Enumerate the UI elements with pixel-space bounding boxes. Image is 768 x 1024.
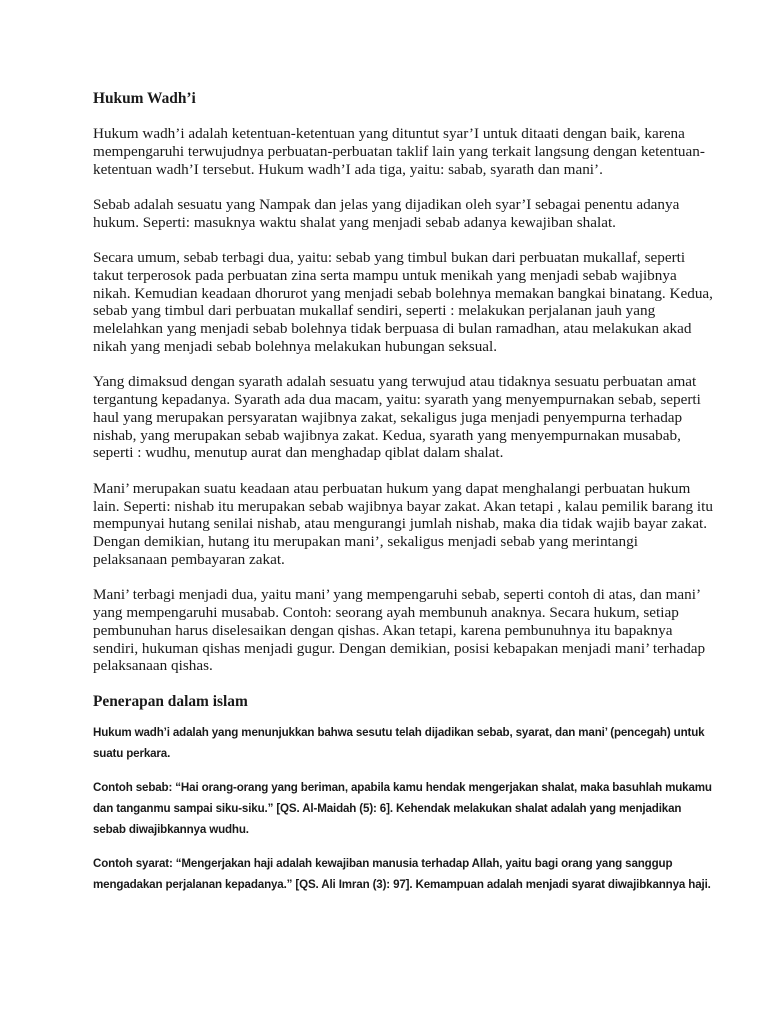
main-body	[93, 125, 713, 675]
paragraph-sebab: Sebab adalah sesuatu yang Nampak dan jelas yang dijadikan oleh syar’I sebagai penentu adanya hukum. Seperti: masuknya waktu shalat yang menjadi sebab adanya kewajiban shalat.	[93, 195, 680, 231]
paragraph-mani-types: Mani’ terbagi menjadi dua, yaitu mani’ yang mempengaruhi sebab, seperti contoh di atas, dan mani’ yang mempengaruhi musabab. Contoh: seorang ayah membunuh anaknya. Secara hukum, setiap pembunuhan harus diselesaikan dengan qishas. Akan tetapi, karena pembunuhnya itu bapaknya sendiri, hukuman qishas menjadi gugur. Dengan demikian, posisi kebapakan menjadi mani’ terhadap pelaksanaan qishas.	[93, 586, 706, 675]
section-heading-penerapan: Penerapan dalam islam	[93, 692, 248, 710]
paragraph-contoh-syarat: Contoh syarat: “Mengerjakan haji adalah kewajiban manusia terhadap Allah, yaitu bagi orang yang sanggup mengadakan perjalanan kepadanya.” [QS. Ali Imran (3): 97]. Kemampuan adalah menjadi syarat diwajibkannya haji.	[93, 856, 711, 891]
document-page	[93, 90, 713, 908]
paragraph-contoh-sebab: Contoh sebab: “Hai orang-orang yang beriman, apabila kamu hendak mengerjakan shalat, maka basuhlah mukamu dan tanganmu sampai siku-siku.” [QS. Al-Maidah (5): 6]. Kehendak melakukan shalat adalah yang menjadikan sebab diwajibkannya wudhu.	[93, 780, 712, 836]
paragraph-sebab-types: Secara umum, sebab terbagi dua, yaitu: sebab yang timbul bukan dari perbuatan mukallaf, seperti takut terperosok pada perbuatan zina serta mampu untuk menikah yang menjadi sebab wajibnya nikah. Kemudian keadaan dhorurot yang menjadi sebab bolehnya memakan bangkai binatang. Kedua, sebab yang timbul dari perbuatan mukallaf sendiri, seperti : melakukan perjalanan jauh yang melelahkan yang menjadi sebab bolehnya tidak berpuasa di bulan ramadhan, atau melakukan akad nikah yang menjadi sebab bolehnya melakukan hubungan seksual.	[93, 248, 713, 355]
paragraph-syarath: Yang dimaksud dengan syarath adalah sesuatu yang terwujud atau tidaknya sesuatu perbuatan amat tergantung kepadanya. Syarath ada dua macam, yaitu: syarath yang menyempurnakan sebab, seperti haul yang merupakan persyaratan wajibnya zakat, sekaligus juga menjadi penyempurna terhadap nishab, yang merupakan sebab wajibnya zakat. Kedua, syarath yang menyempurnakan musabab, seperti : wudhu, menutup aurat dan menghadap qiblat dalam shalat.	[93, 373, 701, 462]
paragraph-definition: Hukum wadh’i adalah ketentuan-ketentuan yang dituntut syar’I untuk ditaati dengan baik, karena mempengaruhi terwujudnya perbuatan-perbuatan taklif lain yang terkait langsung dengan ketentuan-ketentuan wadh’I tersebut. Hukum wadh’I ada tiga, yaitu: sabab, syarath dan mani’.	[93, 125, 705, 178]
paragraph-penerapan-intro: Hukum wadh’i adalah yang menunjukkan bahwa sesutu telah dijadikan sebab, syarat, dan mani’ (pencegah) untuk suatu perkara.	[93, 725, 705, 760]
section-penerapan-body	[93, 722, 713, 895]
paragraph-mani: Mani’ merupakan suatu keadaan atau perbuatan hukum yang dapat menghalangi perbuatan hukum lain. Seperti: nishab itu merupakan sebab wajibnya bayar zakat. Akan tetapi , kalau pemilik barang itu mempunyai hutang senilai nishab, atau mengurangi jumlah nishab, maka dia tidak wajib bayar zakat. Dengan demikian, hutang itu merupakan mani’, sekaligus menjadi sebab yang merintangi pelaksanaan pembayaran zakat.	[93, 479, 713, 568]
document-title: Hukum Wadh’i	[93, 90, 196, 107]
